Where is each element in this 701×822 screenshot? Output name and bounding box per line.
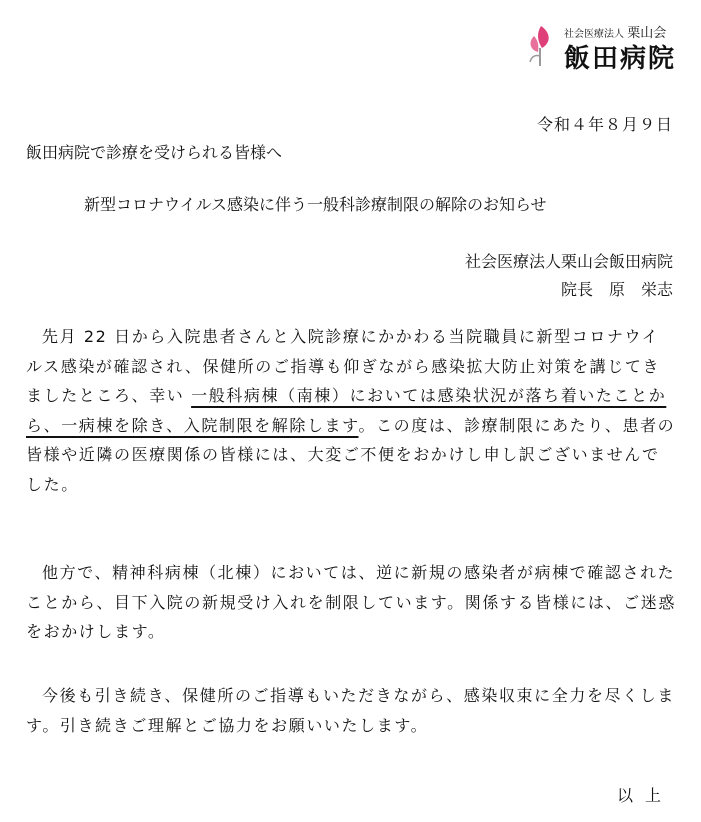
p1-text-after: 。この度は、診療制限にあたり、患者の皆様や近隣の医療関係の皆様には、大変ご不便をおかけし申し訳ございませんでした。 [26, 415, 676, 494]
closing-mark: 以上 [616, 786, 673, 805]
notice-subject: 新型コロナウイルス感染に伴う一般科診療制限の解除のお知らせ [84, 195, 547, 214]
hospital-logo [524, 14, 684, 74]
body-paragraph-2: 他方で、精神科病棟（北棟）においては、逆に新規の感染者が病棟で確認されたことから、目下入院の新規受け入れを制限しています。関係する皆様には、ご迷惑をおかけします。 [26, 563, 676, 641]
sender-organization: 社会医療法人栗山会飯田病院 [464, 252, 673, 271]
hospital-logo-mark [524, 22, 558, 70]
body-paragraph-1 [26, 322, 676, 499]
sender-name: 院長 原 栄志 [560, 280, 673, 299]
org-big-text: 栗山会 [627, 26, 667, 41]
hospital-name: 飯田病院 [564, 44, 677, 74]
p1-underlined-text: 一般科病棟（南棟）においては感染状況が落ち着いたことから、一病棟を除き、入院制限を解除します [26, 386, 667, 435]
body-paragraph-3: 今後も引き続き、保健所のご指導もいただきながら、感染収束に全力を尽くします。引き続きご理解とご協力をお願いいたします。 [26, 686, 675, 735]
addressee: 飯田病院で診療を受けられる皆様へ [26, 143, 283, 162]
notice-date: 令和４年８月９日 [536, 115, 673, 134]
p1-text-before: 先月 22 日から入院患者さんと入院診療にかかわる当院職員に新型コロナウイルス感染が確認され、保健所のご指導も仰ぎながら感染拡大防止対策を講じてきましたところ、幸い [26, 327, 661, 405]
org-small-text: 社会医療法人 [564, 29, 624, 40]
